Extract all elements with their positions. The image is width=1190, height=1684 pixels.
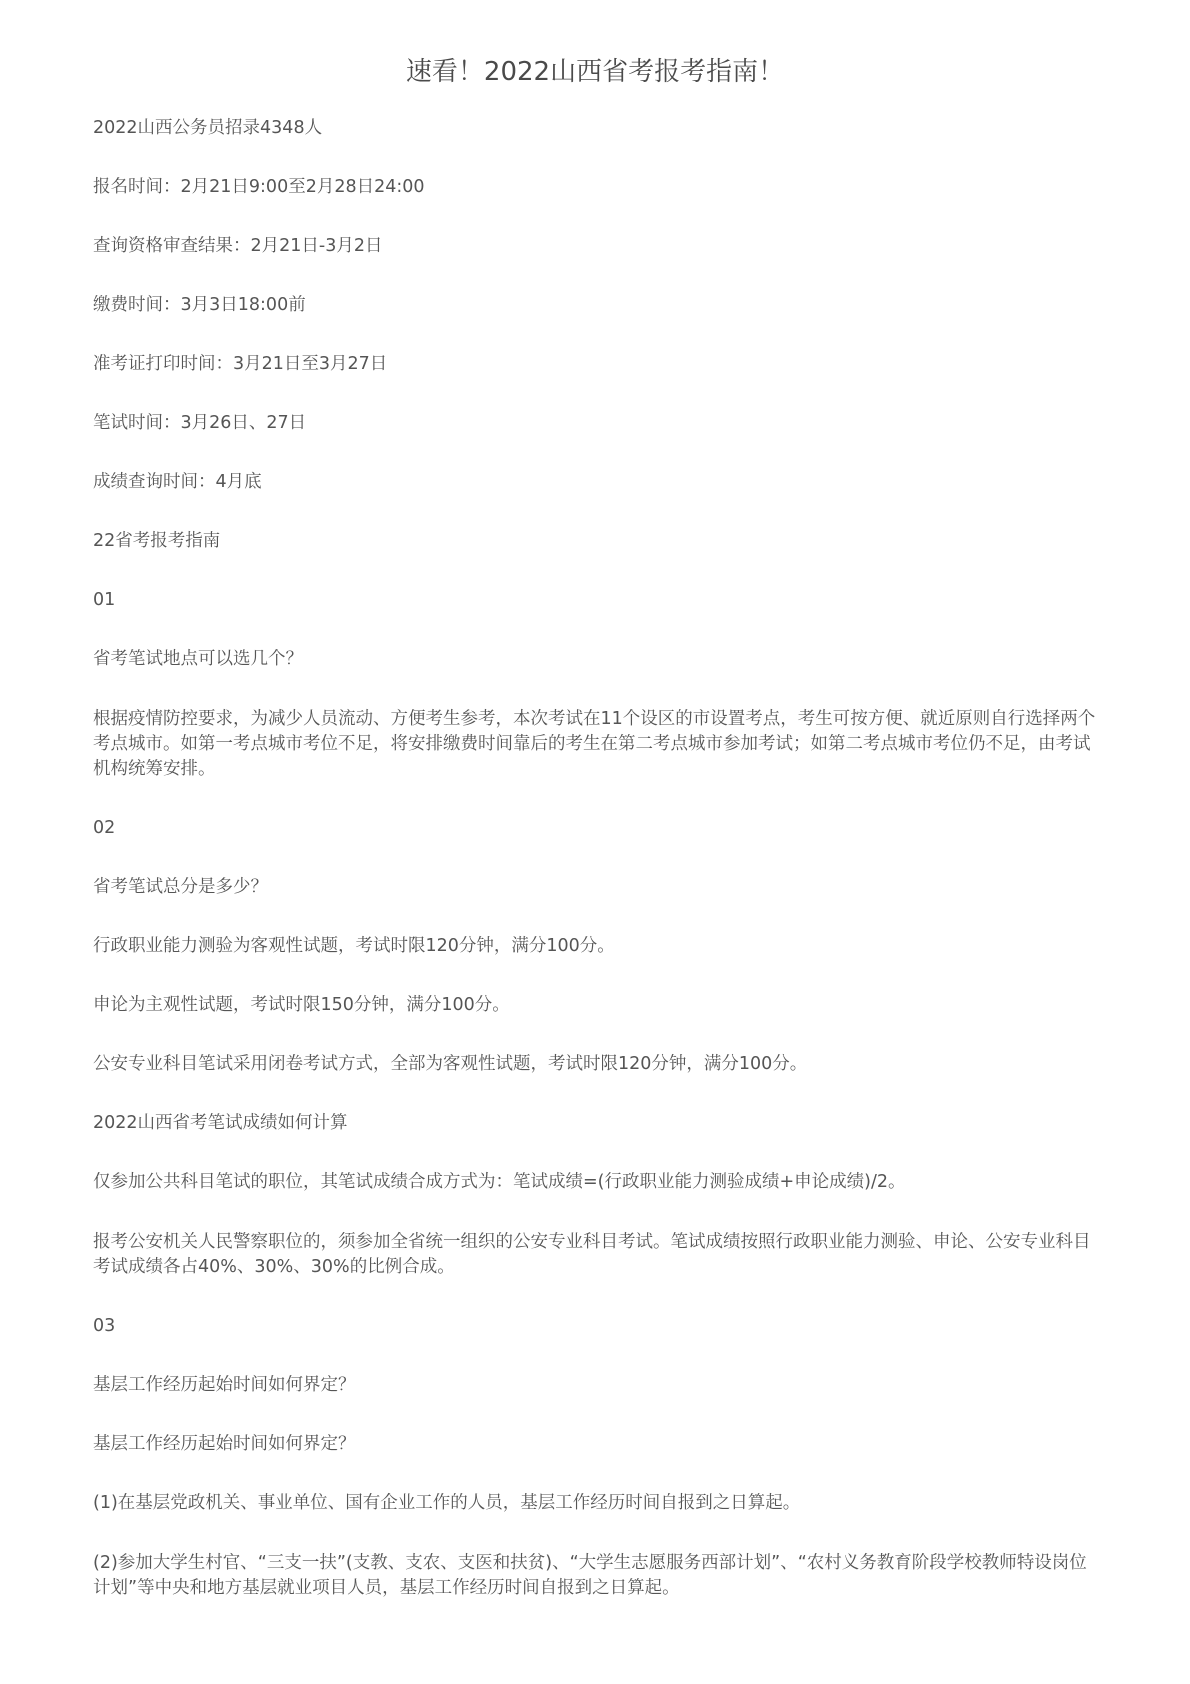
paragraph-admission-ticket-time: 准考证打印时间：3月21日至3月27日 — [93, 354, 388, 374]
answer-grassroots-item-1: (1)在基层党政机关、事业单位、国有企业工作的人员，基层工作经历时间自报到之日算起。 — [93, 1493, 801, 1513]
question-grassroots-experience: 基层工作经历起始时间如何界定？ — [93, 1375, 356, 1395]
paragraph-payment-time: 缴费时间：3月3日18:00前 — [93, 295, 306, 315]
paragraph-recruitment-count: 2022山西公务员招录4348人 — [93, 118, 323, 138]
answer-grassroots-item-2: (2)参加大学生村官、“三支一扶”(支教、支农、支医和扶贫)、“大学生志愿服务西部计划”、“农村义务教育阶段学校教师特设岗位计划”等中央和地方基层就业项目人员，基层工作经历时间自报到之日算起。 — [93, 1553, 1087, 1598]
paragraph-score-query-time: 成绩查询时间：4月底 — [93, 472, 262, 492]
question-total-score: 省考笔试总分是多少？ — [93, 877, 268, 897]
answer-aptitude-test: 行政职业能力测验为客观性试题，考试时限120分钟，满分100分。 — [93, 936, 615, 956]
section-heading-score-calculation: 2022山西省考笔试成绩如何计算 — [93, 1113, 348, 1133]
section-number-01: 01 — [93, 590, 116, 610]
section-heading-guide: 22省考报考指南 — [93, 531, 221, 551]
section-number-03: 03 — [93, 1316, 116, 1336]
paragraph-exam-time: 笔试时间：3月26日、27日 — [93, 413, 307, 433]
answer-essay-test: 申论为主观性试题，考试时限150分钟，满分100分。 — [93, 995, 510, 1015]
answer-exam-locations: 根据疫情防控要求，为减少人员流动、方便考生参考，本次考试在11个设区的市设置考点，考生可按方便、就近原则自行选择两个考点城市。如第一考点城市考位不足，将安排缴费时间靠后的考生在第二考点城市参加考试；如第二考点城市考位仍不足，由考试机构统筹安排。 — [93, 709, 1096, 779]
paragraph-qualification-result: 查询资格审查结果：2月21日-3月2日 — [93, 236, 383, 256]
section-number-02: 02 — [93, 818, 116, 838]
paragraph-police-score: 报考公安机关人民警察职位的，须参加全省统一组织的公安专业科目考试。笔试成绩按照行政职业能力测验、申论、公安专业科目考试成绩各占40%、30%、30%的比例合成。 — [93, 1232, 1091, 1277]
question-exam-locations: 省考笔试地点可以选几个？ — [93, 649, 303, 669]
answer-police-test: 公安专业科目笔试采用闭卷考试方式，全部为客观性试题，考试时限120分钟，满分100分。 — [93, 1054, 808, 1074]
question-grassroots-experience-repeat: 基层工作经历起始时间如何界定？ — [93, 1434, 356, 1454]
page-title: 速看！2022山西省考报考指南！ — [405, 57, 785, 87]
paragraph-registration-time: 报名时间：2月21日9:00至2月28日24:00 — [93, 177, 425, 197]
paragraph-public-subject-score: 仅参加公共科目笔试的职位，其笔试成绩合成方式为：笔试成绩=(行政职业能力测验成绩+申论成绩)/2。 — [93, 1172, 906, 1192]
